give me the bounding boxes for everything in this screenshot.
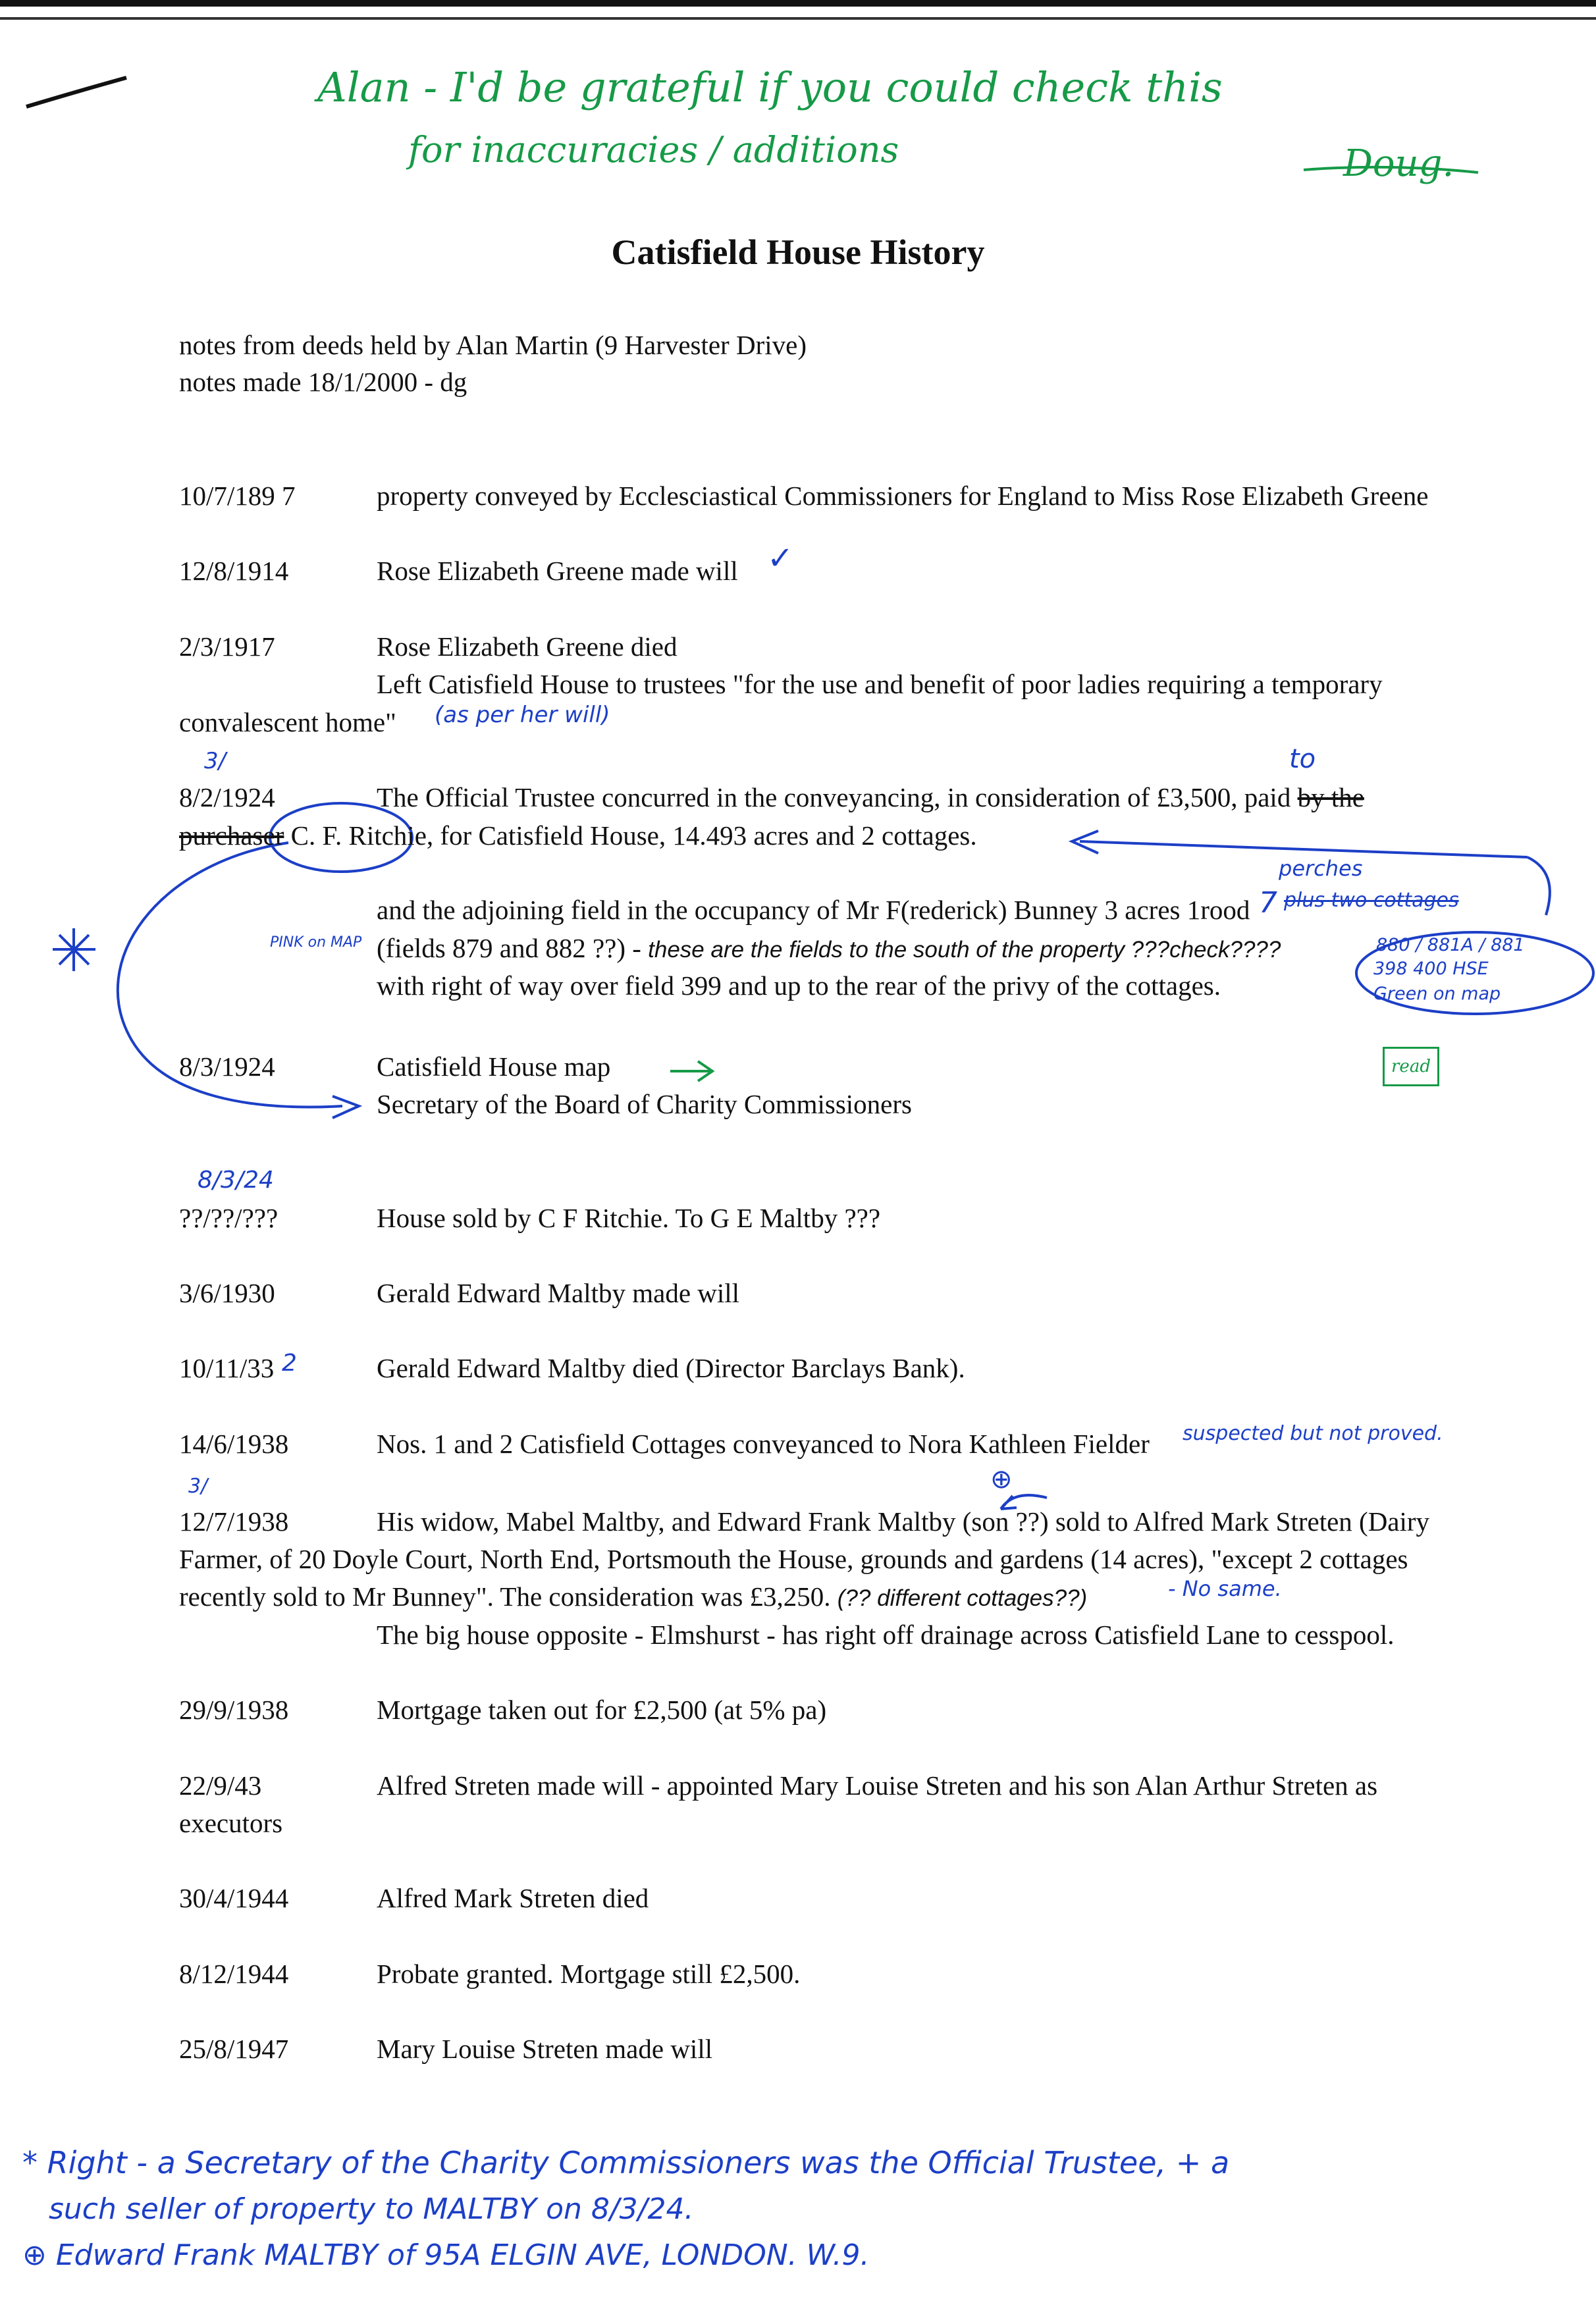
struck-plus-two-cottages: plus two cottages [1284, 889, 1459, 912]
entry-text-a: recently sold to Mr Bunney". The consideration was £3,250. [179, 1581, 831, 1612]
footnote-line1: * Right - a Secretary of the Charity Commissioners was the Official Trustee, + a [22, 2145, 1230, 2180]
entry-text: House sold by C F Ritchie. To G E Maltby ??? [377, 1203, 881, 1233]
entry-text: Gerald Edward Maltby died (Director Barclays Bank). [377, 1353, 965, 1383]
no-same-note: - No same. [1168, 1576, 1282, 1601]
entry-text: property conveyed by Ecclesciastical Commissioners for England to Miss Rose Elizabeth Greene [377, 481, 1429, 511]
date-correction: 3/ [188, 1475, 208, 1498]
entry-text-line2: Farmer, of 20 Doyle Court, North End, Portsmouth the House, grounds and gardens (14 acres), "except 2 cottages [179, 1544, 1408, 1574]
scan-top-rule [0, 17, 1596, 20]
entry-text-line3: convalescent home" [179, 707, 396, 737]
header-signature: Doug. [1343, 142, 1454, 185]
star-mark [53, 928, 95, 971]
entry-date: 2/3/1917 [179, 631, 275, 662]
entry-text: Catisfield House map [377, 1051, 611, 1082]
entry-text: Rose Elizabeth Greene made will [377, 556, 738, 586]
entry-text-line5: with right of way over field 399 and up to the rear of the privy of the cottages. [377, 970, 1221, 1001]
entry-date: 8/3/1924 [179, 1051, 275, 1082]
source-note: notes from deeds held by Alan Martin (9 Harvester Drive) [179, 330, 807, 360]
entry-text-line2: Left Catisfield House to trustees "for the use and benefit of poor ladies requiring a temporary [377, 669, 1383, 699]
entry-text-a: The Official Trustee concurred in the conveyancing, in consideration of £3,500, paid [377, 782, 1291, 812]
entry-text-line2: executors [179, 1808, 283, 1838]
entry-text: Alfred Streten made will - appointed Mary Louise Streten and his son Alan Arthur Streten as [377, 1770, 1378, 1801]
to-correction: to [1289, 744, 1316, 774]
entry-date: 25/8/1947 [179, 2034, 289, 2064]
pink-on-map-note: PINK on MAP [270, 934, 362, 951]
fields-note-l3: Green on map [1373, 984, 1501, 1004]
arrow-to-purchaser [1080, 841, 1528, 857]
fields-note-l2: 398 400 HSE [1373, 959, 1489, 979]
fields-note-l1: 880 / 881A / 881 [1376, 935, 1525, 955]
entry-text: Mary Louise Streten made will [377, 2034, 713, 2064]
entry-italic-note: (?? different cottages??) [837, 1585, 1088, 1611]
bracket-right-up [1528, 857, 1550, 915]
as-per-will-note: (as per her will) [435, 702, 610, 728]
struck-text: by the [1297, 782, 1364, 812]
arrow-to-purchaser-head [1072, 831, 1098, 853]
entry-date: 3/6/1930 [179, 1278, 275, 1308]
entry-text: Alfred Mark Streten died [377, 1883, 649, 1913]
entry-text: Gerald Edward Maltby made will [377, 1278, 740, 1308]
footnote-line2: such seller of property to MALTBY on 8/3/24. [49, 2192, 694, 2226]
header-note-line2: for inaccuracies / additions [408, 129, 899, 171]
perches-note: perches [1279, 856, 1363, 881]
seven-note: 7 [1259, 886, 1277, 920]
entry-text: Mortgage taken out for £2,500 (at 5% pa) [377, 1695, 827, 1725]
header-note-line1: Alan - I'd be grateful if you could check this [317, 63, 1223, 111]
suspected-note: suspected but not proved. [1183, 1422, 1443, 1445]
footnote-line3: ⊕ Edward Frank MALTBY of 95A ELGIN AVE, LONDON. W.9. [22, 2238, 870, 2272]
date-correction: 3/ [204, 748, 226, 774]
entry-text-line4: The big house opposite - Elmshurst - has right off drainage across Catisfield Lane to cesspool. [377, 1620, 1395, 1650]
entry-text-line3 [179, 1581, 1087, 1612]
entry-text: Probate granted. Mortgage still £2,500. [377, 1959, 801, 1989]
read-box: read [1383, 1047, 1439, 1086]
date-correction-2: 2 [282, 1350, 297, 1377]
notes-date: notes made 18/1/2000 - dg [179, 367, 467, 397]
struck-text: purchaser [179, 820, 284, 851]
entry-text-line2 [179, 820, 977, 851]
map-arrow-green [670, 1061, 712, 1081]
entry-text: Nos. 1 and 2 Catisfield Cottages conveyanced to Nora Kathleen Fielder [377, 1429, 1150, 1459]
page-title: Catisfield House History [611, 232, 985, 272]
circle-plus-mark: ⊕ [990, 1464, 1013, 1494]
entry-text-a: (fields 879 and 882 ??) - [377, 933, 649, 963]
entry-date: 12/8/1914 [179, 556, 289, 586]
tick-mark: ✓ [767, 540, 794, 577]
entry-date: 10/7/189 7 [179, 481, 296, 511]
star-label: * [38, 915, 41, 922]
date-annotation: 8/3/24 [198, 1167, 274, 1194]
entry-italic-note: these are the fields to the south of the property ???check???? [648, 937, 1281, 963]
entry-date: 10/11/33 [179, 1353, 275, 1383]
entry-date: 12/7/1938 [179, 1506, 289, 1537]
entry-date: 14/6/1938 [179, 1429, 289, 1459]
entry-text-line3: and the adjoining field in the occupancy of Mr F(rederick) Bunney 3 acres 1rood [377, 895, 1250, 925]
entry-date: ??/??/??? [179, 1203, 279, 1233]
entry-text: Rose Elizabeth Greene died [377, 631, 678, 662]
entry-date: 29/9/1938 [179, 1695, 289, 1725]
pen-mark-top-left [26, 78, 126, 107]
entry-text-line2: Secretary of the Board of Charity Commissioners [377, 1089, 912, 1119]
entry-text-line4 [377, 932, 1281, 964]
entry-date: 8/12/1944 [179, 1959, 289, 1989]
entry-text: His widow, Mabel Maltby, and Edward Frank Maltby (son ??) sold to Alfred Mark Streten (Dairy [377, 1506, 1430, 1537]
scan-top-bar [0, 0, 1596, 7]
entry-date: 8/2/1924 [179, 782, 275, 812]
entry-text [377, 781, 1364, 813]
bracket-arrowhead [332, 1096, 359, 1118]
entry-date: 30/4/1944 [179, 1883, 289, 1913]
entry-date: 22/9/43 [179, 1770, 262, 1801]
entry-text-b: C. F. Ritchie, for Catisfield House, 14.493 acres and 2 cottages. [290, 820, 977, 851]
